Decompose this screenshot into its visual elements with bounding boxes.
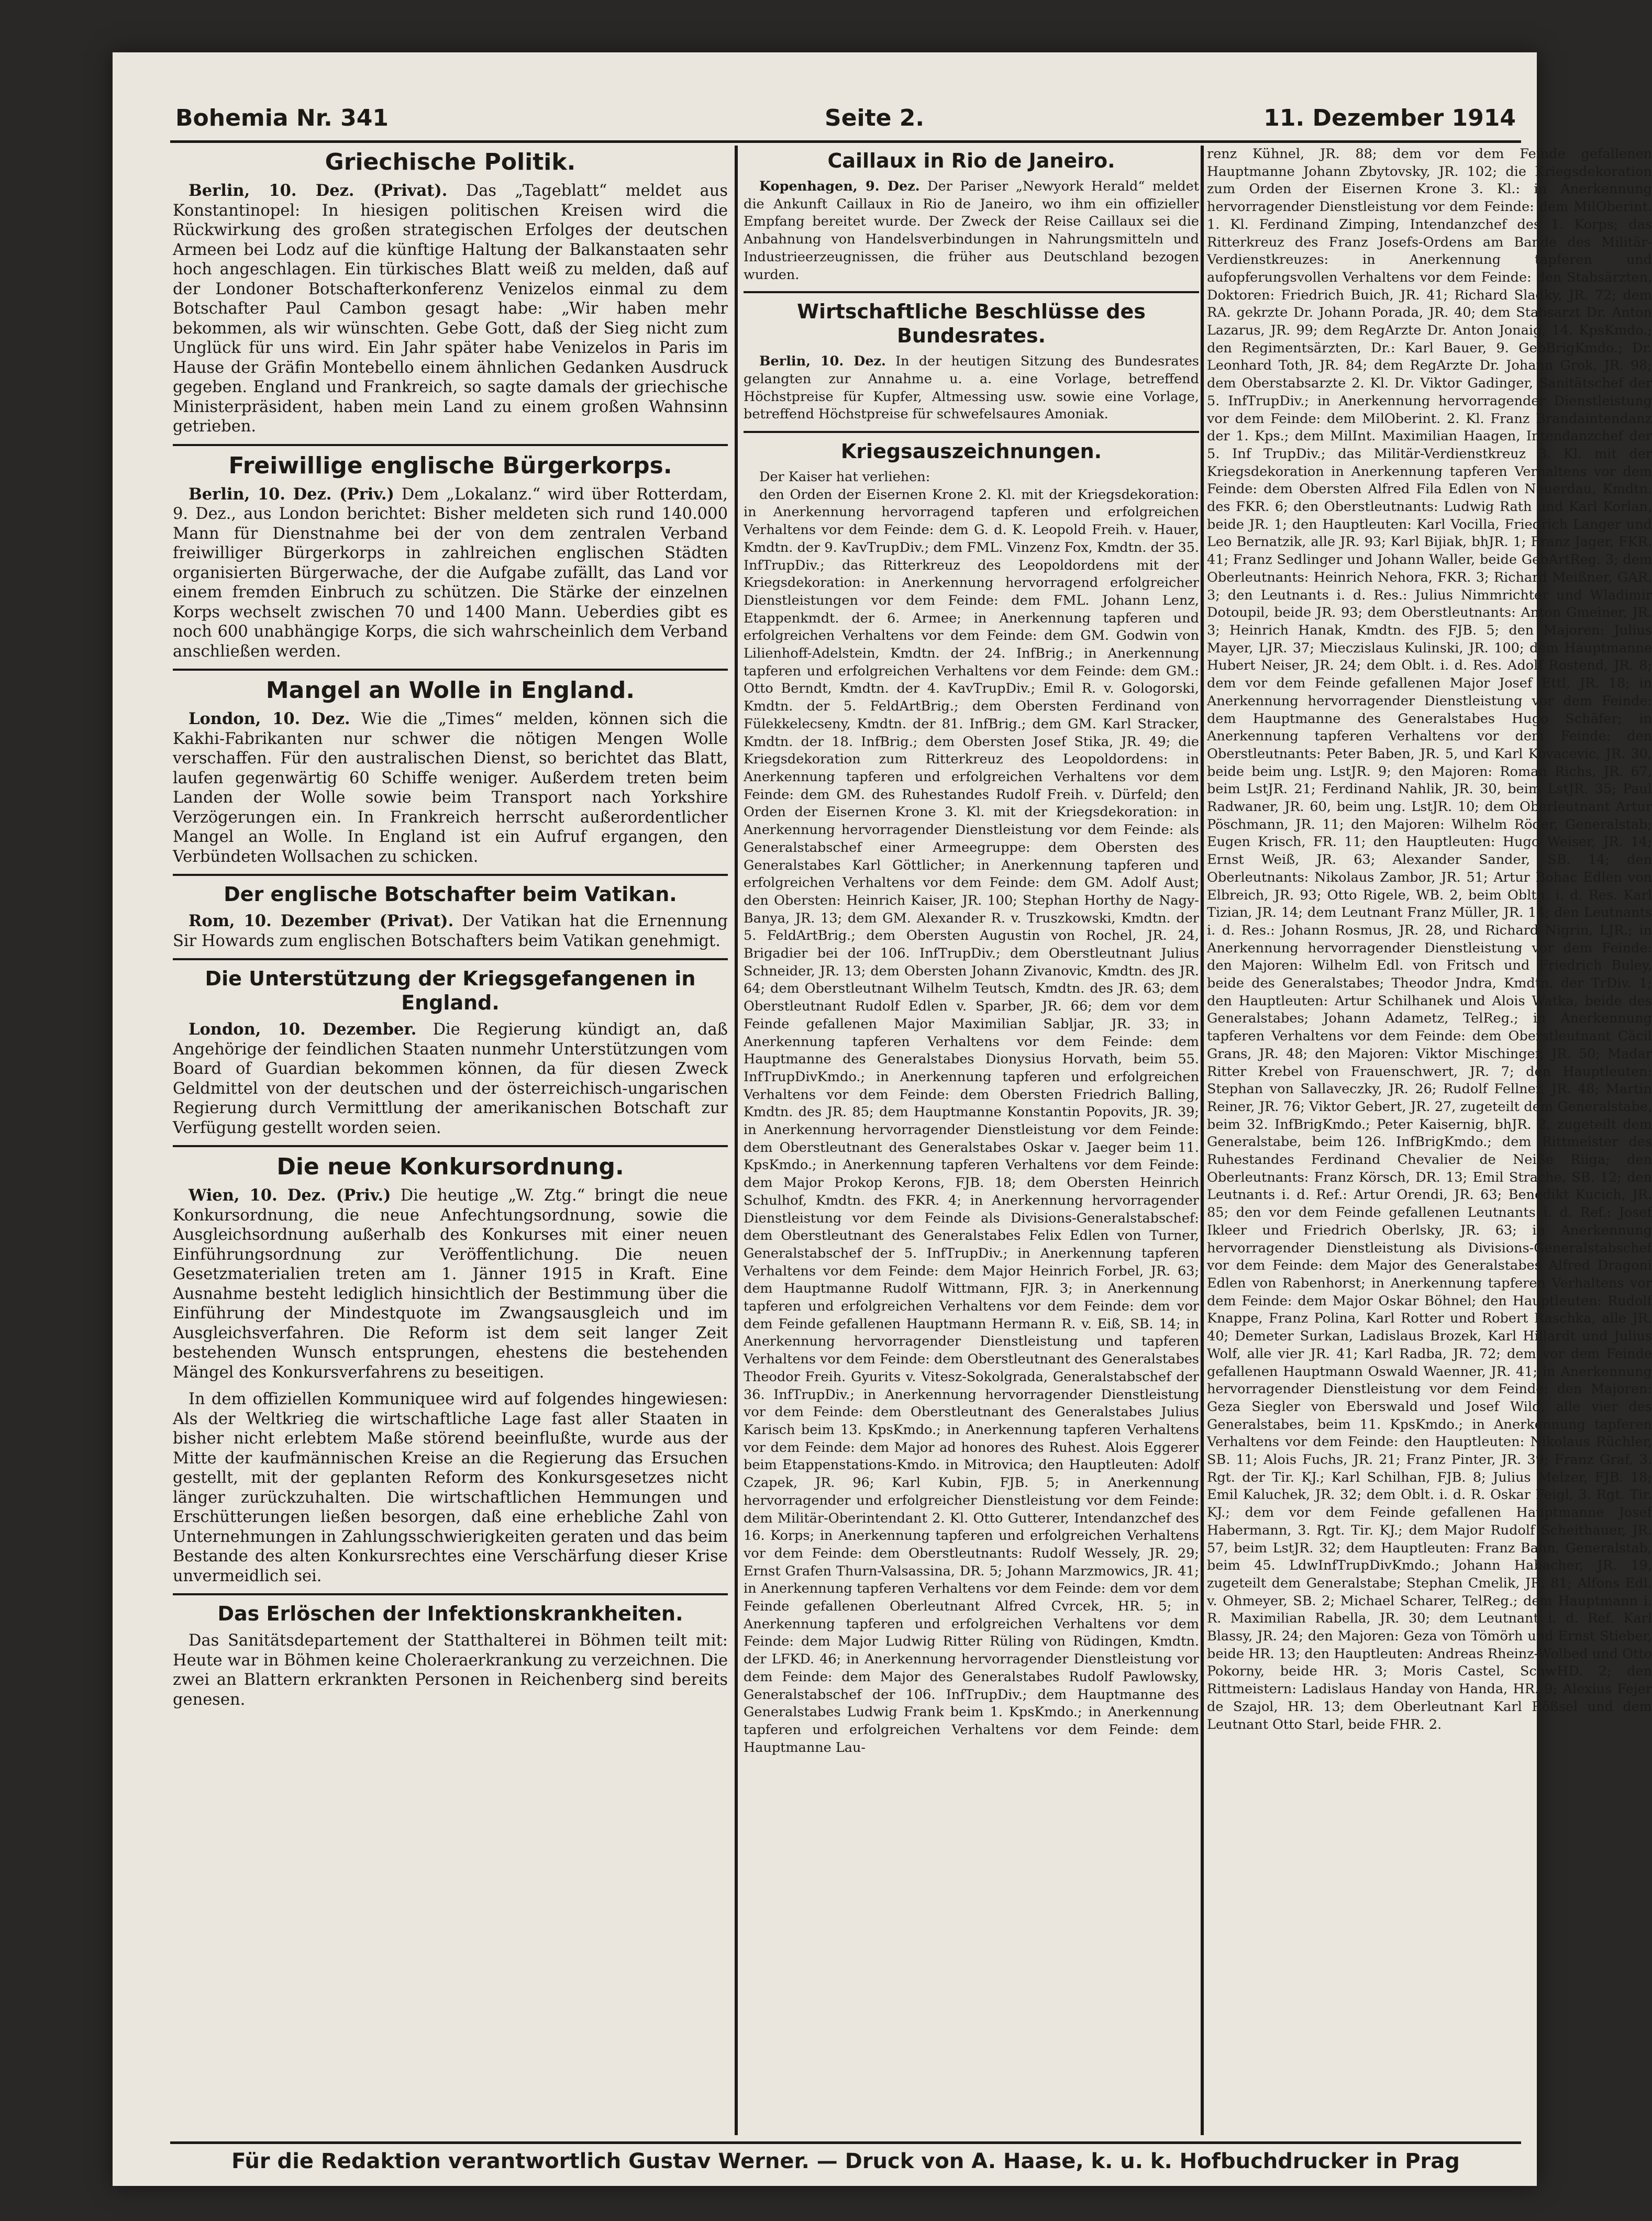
article-body: Die heutige „W. Ztg.“ bringt die neue Konkursordnung, die neue Anfechtungsordnung, sowie die Ausgleichsordnung außerhalb des Konkurses mit einer neuen Einführungsordnung zur Veröffentlichung. Die neuen Gesetzmaterialien treten am 1. Jänner 1915 in Kraft. Eine Ausnahme besteht lediglich hinsichtlich der Bestimmung über die Einführung der Mindestquote im Zwangsausgleich und im Ausgleichsverfahren. Die Reform ist dem seit langer Zeit bestehenden Wunsch entsprungen, ehestens die bestehenden Mängel des Konkursverfahrens zu beseitigen. <box>173 1186 728 1382</box>
column-1 <box>173 146 728 2135</box>
article-body: Die Regierung kündigt an, daß Angehörige der feindlichen Staaten nunmehr Unterstützungen vom Board of Guardian bekommen können, da für diesen Zweck Geldmittel von der deutschen und der österreichisch-ungarischen Regierung durch Vermittlung der amerikanischen Botschaft zur Verfügung gestellt worden seien. <box>173 1020 728 1137</box>
footer-rule <box>170 2141 1521 2144</box>
article-mangel-wolle <box>173 677 728 867</box>
separator <box>173 669 728 671</box>
awards-continued: renz Kühnel, JR. 88; dem vor dem Feinde gefallenen Hauptmanne Johann Zbytovsky, JR. 102; die Kriegsdekoration zum Orden der Eisernen Krone 3. Kl.: in Anerkennung hervorragender Dienstleistung vor dem Feinde: dem MilOberint. 1. Kl. Ferdinand Zimping, Intendanzchef des 1. Korps; das Ritterkreuz des Franz Josefs-Ordens am Bande des Militär-Verdienstkreuzes: in Anerkennung tapferen und aufopferungsvollen Verhaltens vor dem Feinde: den Stabsärzten, Doktoren: Friedrich Buich, JR. 41; Richard Sladky, JR. 72; dem RA. gekrzte Dr. Johann Porada, JR. 40; dem Stabsarzt Dr. Anton Lazarus, JR. 99; dem RegArzte Dr. Anton Jonaig, 14. KpsKmdo.; den Regimentsärzten, Dr.: Karl Bauer, 9. GebBrigKmdo.; Dr. Leonhard Toth, JR. 84; dem RegArzte Dr. Johann Grok, JR. 98; dem Oberstabsarzte 2. Kl. Dr. Viktor Gadinger, Sanitätschef der 5. InfTrupDiv.; in Anerkennung hervorragender Dienstleistung vor dem Feinde: dem MilOberint. 2. Kl. Franz Brandaintendanz der 1. Kps.; dem MilInt. Maximilian Haagen, Intendanzchef der 5. Inf TrupDiv.; das Militär-Verdienstkreuz 3. Kl. mit der Kriegsdekoration in Anerkennung tapferen Verhaltens vor dem Feinde: dem Obersten Alfred Fila Edlen von Neuerdau, Kmdtn. des FKR. 6; den Oberstleutnants: Ludwig Rath und Karl Korlan, beide JR. 1; den Hauptleuten: Karl Vocilla, Friedrich Langer und Leo Bernatzik, alle JR. 93; Karl Bijiak, bhJR. 1; Franz Jager, FKR. 41; Franz Sedlinger und Johann Waller, beide GebArtReg. 3; dem Oberleutnants: Heinrich Nehora, FKR. 3; Richard Meißner, GAR. 3; den Leutnants i. d. Res.: Julius Nimmrichter und Wladimir Dotoupil, beide JR. 93; dem Oberstleutnants: Anton Gmeiner, JR. 3; Heinrich Hanak, Kmdtn. des FJB. 5; den Majoren: Julius Mayer, LJR. 37; Mieczislaus Kulinski, JR. 100; dem Hauptmanne Hubert Neiser, JR. 24; dem Oblt. i. d. Res. Adolf Rostend, JR. 8; dem vor dem Feinde gefallenen Major Josef Ettl, JR. 18; in Anerkennung hervorragender Dienstleistung vor dem Feinde: dem Hauptmanne des Generalstabes Hugo Schäfer; in Anerkennung tapferen Verhaltens vor dem Feinde: den Oberstleutnants: Peter Baben, JR. 5, und Karl Kovacevic, JR. 30, beide beim ung. LstJR. 9; den Majoren: Roman Richs, JR. 67, beim LstJR. 21; Ferdinand Nahlik, JR. 30, beim LstJR. 35; Paul Radwaner, JR. 60, beim ung. LstJR. 10; dem Oberleutnant Artur Pöschmann, JR. 11; den Majoren: Wilhelm Röder, Generalstab; Eugen Krisch, FR. 11; den Hauptleuten: Hugo Weiser, JR. 14; Ernst Weiß, JR. 63; Alexander Sander, SB. 14; den Oberleutnants: Nikolaus Zambor, JR. 51; Artur Bohac Edlen von Elbreich, JR. 93; Otto Rigele, WB. 2, beim Obltn. i. d. Res. Karl Tizian, JR. 14; dem Leutnant Franz Müller, JR. 14; den Leutnants i. d. Res.: Johann Rosmus, JR. 28, und Richard Nigrin, LJR.; in Anerkennung hervorragender Dienstleistung vor dem Feinde: den Majoren: Wilhelm Edl. von Fritsch und Friedrich Buley, beide des Generalstabes; Theodor Jndra, Kmdtn. der TrDiv. 1; den Hauptleuten: Artur Schilhanek und Alois Watka, beide des Generalstabes; Johann Adametz, TelReg.; in Anerkennung tapferen Verhaltens vor dem Feinde: dem Oberstleutnant Cäcil Grans, JR. 48; den Majoren: Viktor Mischinger, JR. 50; Madar Ritter Krebel von Frauenschwert, JR. 7; den Hauptleuten: Stephan von Sallaveczky, JR. 26; Rudolf Fellner, JR. 48; Martin Reiner, JR. 76; Viktor Gebert, JR. 27, zugeteilt dem Generalstabe, beim 32. InfBrigKmdo.; Peter Kaisernig, bhJR. 2, zugeteilt dem Generalstabe, beim 126. InfBrigKmdo.; dem Rittmeister des Ruhestandes Ferdinand Chevalier de Neiße Riiga; den Oberleutnants: Franz Körsch, DR. 13; Emil Strache, SB. 12; den Leutnants i. d. Ref.: Artur Orendi, JR. 63; Benedikt Kucich, JR. 85; den vor dem Feinde gefallenen Leutnants i. d. Ref.: Josef Ikleer und Friedrich Oberlsky, JR. 63; in Anerkennung hervorragender Dienstleistung als Divisions-Generalstabschef vor dem Feinde: dem Major des Generalstabes Alfred Dragoni Edlen von Rabenhorst; in Anerkennung tapferen Verhaltens vor dem Feinde: dem Major Oskar Böhnel; den Hauptleuten: Rudolf Knappe, Franz Polina, Karl Rotter und Robert Raschka, alle JR. 40; Demeter Surkan, Ladislaus Brozek, Karl Hillardt und Julius Wolf, alle vier JR. 41; Karl Radba, JR. 72; dem vor dem Feinde gefallenen Hauptmann Oswald Waenner, JR. 41; in Anerkennung hervorragender Dienstleistung vor dem Feinde: den Majoren: Geza Siegler von Eberswald und Josef Wild, alle vier des Generalstabes, beim 11. KpsKmdo.; in Anerkennung tapferen Verhaltens vor dem Feinde: den Hauptleuten: Nikolaus Rüchler, SB. 11; Alois Fuchs, JR. 21; Franz Pinter, JR. 39; Franz Graf, 3. Rgt. der Tir. KJ.; Karl Schilhan, FJB. 8; Julius Melzer, FJB. 18; Emil Kaluchek, JR. 32; dem Oblt. i. d. R. Oskar Feigl, 3. Rgt. Tir. KJ.; dem vor dem Feinde gefallenen Hauptmanne Josef Habermann, 3. Rgt. Tir. KJ.; dem Major Rudolf Scheithauer, JR. 57, beim LstJR. 32; dem Hauptleuten: Franz Bahn, Generalstab, beim 45. LdwInfTrupDivKmdo.; Johann Habacher, JR. 19, zugeteilt dem Generalstabe; Stephan Cmelik, JR. 81; Alfons Edl. v. Ohmeyer, SB. 2; Michael Scharer, TelReg.; dem Hauptmann i. R. Maximilian Rabella, JR. 30; dem Leutnant i. d. Ref. Karl Blassy, JR. 24; den Majoren: Geza von Tömörh und Ernst Stieber, beide HR. 13; den Hauptleuten: Andreas Rheinz-Wolbed und Otto Pokorny, beide HR. 3; Moris Castel, SchwHD. 2; den Rittmeistern: Ladislaus Handay von Handa, HR. 9; Alexius Fejer de Szajol, HR. 13; dem Oberleutnant Karl Rößsel und dem Leutnant Otto Starl, beide FHR. 2. <box>1207 146 1652 1733</box>
separator <box>173 874 728 876</box>
article-body: Das Sanitätsdepartement der Statthalterei in Böhmen teilt mit: Heute war in Böhmen keine Choleraerkrankung zu verzeichnen. Die zwei an Blattern erkrankten Personen in Reichenberg sind bereits genesen. <box>173 1631 728 1709</box>
newspaper-page <box>113 52 1652 2186</box>
separator <box>173 958 728 960</box>
article-bundesrat <box>744 299 1199 424</box>
dateline: London, 10. Dez. <box>189 709 350 728</box>
column-rule-2 <box>1201 146 1204 2135</box>
separator <box>173 1593 728 1595</box>
header-rule <box>170 140 1521 143</box>
article-title: Wirtschaftliche Beschlüsse des Bundesrates. <box>797 300 1146 348</box>
awards-intro: Der Kaiser hat verliehen: <box>759 469 930 485</box>
article-title: Das Erlöschen der Infektionskrankheiten. <box>217 1602 683 1625</box>
article-konkursordnung <box>173 1153 728 1586</box>
dateline: Kopenhagen, 9. Dez. <box>759 179 920 194</box>
issue-number: Bohemia Nr. 341 <box>175 105 389 131</box>
issue-date: 11. Dezember 1914 <box>1263 105 1516 131</box>
dateline: Berlin, 10. Dez. <box>759 353 886 370</box>
article-body-2: In dem offiziellen Kommuniquee wird auf folgendes hingewiesen: Als der Weltkrieg die wirtschaftliche Lage fast aller Staaten in bisher nicht erlebtem Maße störend beeinflußte, wurde aus der Mitte der kaufmännischen Kreise an die Regierung das Ersuchen gestellt, mit der geplanten Reform des Konkursgesetzes nicht länger zurückzuhalten. Die wirtschaftlichen Hemmungen und Erschütterungen ließen besorgen, daß eine erhebliche Zahl von Unternehmungen in Zahlungsschwierigkeiten geraten und das beim Bestande des alten Konkursrechtes eine Verschärfung dieser Krise unvermeidlich sei. <box>173 1390 728 1585</box>
column-3 <box>1207 146 1652 2135</box>
article-body: Dem „Lokalanz.“ wird über Rotterdam, 9. Dez., aus London berichtet: Bisher meldeten sich rund 140.000 Mann für Dienstnahme bei der von dem zentralen Verband freiwilliger Bürgerkorps in zahlreichen englischen Städten organisierten Bürgerwache, der die Aufgabe zufällt, das Land vor einem fremden Einbruch zu schützen. Die Stärke der einzelnen Korps wechselt zwischen 70 und 1400 Mann. Ueberdies gibt es noch 600 unabhängige Korps, die sich wahrscheinlich dem Verband anschließen werden. <box>173 485 728 661</box>
article-griechische-politik <box>173 149 728 437</box>
article-title: Die Unterstützung der Kriegsgefangenen in England. <box>205 967 696 1014</box>
dateline: London, 10. Dezember. <box>189 1020 417 1039</box>
page-number: Seite 2. <box>825 105 925 131</box>
dateline: Wien, 10. Dez. (Priv.) <box>189 1186 391 1205</box>
separator <box>173 1145 728 1147</box>
article-body: In der heutigen Sitzung des Bundesrates gelangten zur Annahme u. a. eine Vorlage, betreffend Höchstpreise für Kupfer, Altmessing usw. sowie eine Vorlage, betreffend Höchstpreise für schwefelsaures Amoniak. <box>744 353 1199 423</box>
awards-text: den Orden der Eisernen Krone 2. Kl. mit der Kriegsdekoration: in Anerkennung hervorragend tapferen und erfolgreichen Verhaltens vor dem Feinde: dem G. d. K. Leopold Freih. v. Hauer, Kmdtn. der 9. KavTrupDiv.; dem FML. Vinzenz Fox, Kmdtn. der 35. InfTrupDiv.; das Ritterkreuz des Leopoldordens mit der Kriegsdekoration: in Anerkennung hervorragend erfolgreicher Dienstleistungen vor dem Feinde: dem FML. Johann Lenz, Etappenkmdt. der 6. Armee; in Anerkennung tapferen und erfolgreichen Verhaltens vor dem Feinde: dem GM. Godwin von Lilienhoff-Adelstein, Kmdtn. der 24. InfBrig.; in Anerkennung tapferen und erfolgreichen Verhaltens vor dem Feinde: dem GM.: Otto Berndt, Kmdtn. der 4. KavTrupDiv.; Emil R. v. Gologorski, Kmdtn. der 5. FeldArtBrig.; dem Obersten Ferdinand von Fülekkelecseny, Kmdtn. der 81. InfBrig.; dem GM. Karl Stracker, Kmdtn. der 18. InfBrig.; dem Obersten Josef Stika, JR. 49; die Kriegsdekoration zum Ritterkreuz des Leopoldordens: in Anerkennung tapferen und erfolgreichen Verhaltens vor dem Feinde: dem GM. des Ruhestandes Rudolf Freih. v. Dürfeld; den Orden der Eisernen Krone 3. Kl. mit der Kriegsdekoration: in Anerkennung hervorragender Dienstleistung vor dem Feinde: als Generalstabschef einer Armeegruppe: dem Obersten des Generalstabes Karl Göttlicher; in Anerkennung tapferen und erfolgreichen Verhaltens vor dem Feinde: dem GM. Adolf Aust; den Obersten: Heinrich Kaiser, JR. 100; Stephan Horthy de Nagy-Banya, JR. 13; dem GM. Alexander R. v. Truszkowski, Kmdtn. der 5. FeldArtBrig.; dem Obersten Augustin von Rochel, JR. 24, Brigadier bei der 106. InfTrupDiv.; dem Oberstleutnant Julius Schneider, JR. 13; dem Obersten Johann Zivanovic, Kmdtn. des JR. 64; dem Oberstleutnant Wilhelm Teutsch, Kmdtn. des JR. 63; dem Oberstleutnant Rudolf Edlen v. Sparber, JR. 66; dem vor dem Feinde gefallenen Major Maximilian Sabljar, JR. 33; in Anerkennung tapferen Verhaltens vor dem Feinde: dem Hauptmanne des Generalstabes Dionysius Horvath, beim 55. InfTrupDivKmdo.; in Anerkennung tapferen und erfolgreichen Verhaltens vor dem Feinde: dem Obersten Friedrich Balling, Kmdtn. des JR. 85; dem Hauptmanne Konstantin Popovits, JR. 39; in Anerkennung hervorragender Dienstleistung vor dem Feinde: dem Oberstleutnant des Generalstabes Oskar v. Jaeger beim 11. KpsKmdo.; in Anerkennung tapferen Verhaltens vor dem Feinde: dem Major Prokop Kerons, FJB. 18; dem Obersten Heinrich Schulhof, Kmdtn. des FKR. 4; in Anerkennung hervorragender Dienstleistung vor dem Feinde als Divisions-Generalstabschef: dem Oberstleutnant des Generalstabes Felix Edlen von Turner, Generalstabschef der 5. InfTrupDiv.; in Anerkennung tapferen Verhaltens vor dem Feinde: dem Major Heinrich Forbel, JR. 63; dem Hauptmanne Rudolf Wittmann, FJR. 3; in Anerkennung tapferen und erfolgreichen Verhaltens vor dem Feinde: dem vor dem Feinde gefallenen Hauptmann Hermann R. v. Eiß, SB. 14; in Anerkennung hervorragender Dienstleistung und tapferen Verhaltens vor dem Feinde: dem Oberstleutnant des Generalstabes Theodor Freih. Gyurits v. Vitesz-Sokolgrada, Generalstabschef der 36. InfTrupDiv.; in Anerkennung hervorragender Dienstleistung vor dem Feinde: dem Oberstleutnant des Generalstabes Julius Karisch beim 13. KpsKmdo.; in Anerkennung tapferen Verhaltens vor dem Feinde: dem Major ad honores des Ruhest. Alois Eggerer beim Etappenstations-Kmdo. in Mitrovica; den Hauptleuten: Adolf Czapek, JR. 96; Karl Kubin, FJB. 5; in Anerkennung hervorragender und erfolgreicher Dienstleistung vor dem Feinde: dem Militär-Oberintendant 2. Kl. Otto Gutterer, Intendanzchef des 16. Korps; in Anerkennung tapferen und erfolgreichen Verhaltens vor dem Feinde: dem Oberstleutnants: Rudolf Wessely, JR. 29; Ernst Grafen Thurn-Valsassina, DR. 5; Johann Marzmowics, JR. 41; in Anerkennung tapferen Verhaltens vor dem Feinde: dem vor dem Feinde gefallenen Oberleutnant Alfred Cvrcek, HR. 5; in Anerkennung tapferen und erfolgreichen Verhaltens vor dem Feinde: dem Major Ludwig Ritter Rüling von Rüdingen, Kmdtn. der LFKD. 46; in Anerkennung hervorragender Dienstleistung vor dem Feinde: dem Major des Generalstabes Rudolf Pawlowsky, Generalstabschef der 106. InfTrupDiv.; dem Hauptmanne des Generalstabes Ludwig Frank beim 1. KpsKmdo.; in Anerkennung tapferen und erfolgreichen Verhaltens vor dem Feinde: dem Hauptmanne Lau- <box>744 486 1199 1756</box>
article-title: Freiwillige englische Bürgerkorps. <box>228 452 672 479</box>
separator <box>173 444 728 446</box>
imprint: Für die Redaktion verantwortlich Gustav Werner. — Druck von A. Haase, k. u. k. Hofbuchdrucker in Prag <box>231 2149 1460 2173</box>
column-rule-1 <box>735 146 738 2135</box>
article-botschafter-vatikan <box>173 882 728 951</box>
article-title: Mangel an Wolle in England. <box>265 677 635 704</box>
article-caillaux <box>744 149 1199 284</box>
separator <box>744 291 1199 293</box>
dateline: Rom, 10. Dezember (Privat). <box>189 912 454 930</box>
article-kriegsauszeichnungen <box>744 439 1199 1757</box>
article-buergerkorps <box>173 452 728 662</box>
article-body: Das „Tageblatt“ meldet aus Konstantinopel: In hiesigen politischen Kreisen wird die Rückwirkung des großen strategischen Erfolges der deutschen Armeen bei Lodz auf die künftige Haltung der Balkanstaaten sehr hoch angeschlagen. Ein türkisches Blatt weiß zu melden, daß auf der Londoner Botschafterkonferenz Venizelos einmal zu dem Botschafter Paul Cambon gesagt habe: „Wir haben mehr bekommen, als wir wünschten. Gebe Gott, daß der Sieg nicht zum Unglück für uns wird. Ein Jahr später habe Venizelos in Paris im Hause der Gräfin Montebello einem ähnlichen Gedanken Ausdruck gegeben. England und Frankreich, so sagte damals der griechische Ministerpräsident, haben mein Land zu einem großen Wahnsinn getrieben. <box>173 182 728 436</box>
article-title: Caillaux in Rio de Janeiro. <box>827 149 1115 172</box>
dateline: Berlin, 10. Dez. (Privat). <box>189 181 448 200</box>
article-kriegsgefangene <box>173 967 728 1138</box>
article-title: Griechische Politik. <box>325 149 576 175</box>
article-title: Die neue Konkursordnung. <box>276 1153 624 1180</box>
column-2 <box>744 146 1199 2135</box>
dateline: Berlin, 10. Dez. (Priv.) <box>189 484 394 504</box>
article-title: Der englische Botschafter beim Vatikan. <box>224 883 677 906</box>
separator <box>744 431 1199 433</box>
article-title: Kriegsauszeichnungen. <box>840 440 1102 463</box>
page-header <box>175 105 1516 141</box>
article-body: Der Vatikan hat die Ernennung Sir Howards zum englischen Botschafters beim Vatikan genehmigt. <box>173 912 728 950</box>
article-body: Wie die „Times“ melden, können sich die Kakhi-Fabrikanten nur schwer die nötigen Mengen Wolle verschaffen. Für den australischen Dienst, so berichtet das Blatt, laufen gegenwärtig 60 Schiffe weniger. Außerdem treten beim Landen der Wolle sowie beim Transport nach Yorkshire Verzögerungen ein. In Frankreich herrscht außerordentlicher Mangel an Wolle. In England ist ein Aufruf ergangen, den Verbündeten Wollsachen zu schicken. <box>173 710 728 866</box>
article-infektionskrankheiten <box>173 1602 728 1709</box>
article-body: Der Pariser „Newyork Herald“ meldet die Ankunft Caillaux in Rio de Janeiro, wo ihm ein offizieller Empfang bereitet wurde. Der Zweck der Reise Caillaux sei die Anbahnung von Handelsverbindungen in Nahrungsmitteln und Industrieerzeugnissen, die früher aus Deutschland bezogen wurden. <box>744 179 1199 283</box>
